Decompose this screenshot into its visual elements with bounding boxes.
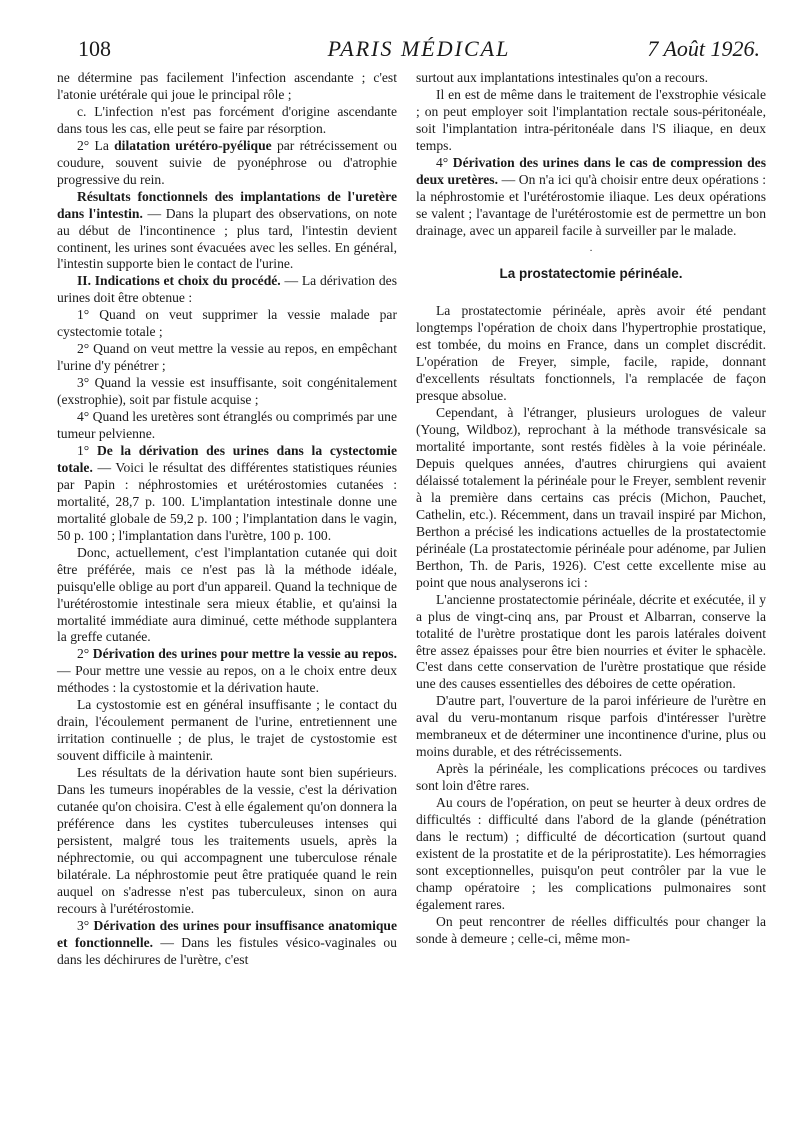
paragraph-text: — Voici le résultat des différentes statistiques réunies par Papin : néphrostomies et urétérostomies cutanées : mortalité, 28,7 p. 100. L'implantation intestinale donne une mortalité globale de 59,2 p. 100 ; l'implantation dans le vagin, 50 p. 100 ; l'implantation dans l'urètre, 100 p. 100. <box>57 459 397 543</box>
paragraph <box>57 646 397 697</box>
paragraph-text: 2° Quand on veut mettre la vessie au repos, en empêchant l'urine d'y pénétrer ; <box>57 341 397 374</box>
paragraph <box>416 303 766 405</box>
paragraph-heading: Résultats fonctionnels des implantations de l'uretère dans l'intestin. <box>57 188 397 221</box>
paragraph-text: Après la périnéale, les complications précoces ou tardives sont loin d'être rares. <box>416 761 766 794</box>
paragraph <box>416 592 766 694</box>
paragraph-text: La prostatectomie périnéale, après avoir été pendant longtemps l'opération de choix dans l'hypertrophie prostatique, est tombée, du moins en France, dans un complet discrédit. L'opération de Freyer, simple, facile, rapide, donnant d'excellents résultats fonctionnels, l'a remplacée de façon presque absolue. <box>416 303 766 404</box>
paragraph-text: ne détermine pas facilement l'infection ascendante ; c'est l'atonie urétérale qui joue le principal rôle ; <box>57 70 397 102</box>
paragraph-lead: 4° <box>436 154 453 170</box>
paragraph-heading: Dérivation des urines pour insuffisance anatomique et fonctionnelle. <box>57 917 397 950</box>
page-header <box>78 36 760 66</box>
paragraph <box>57 409 397 443</box>
paragraph-heading: Dérivation des urines pour mettre la vessie au repos. <box>92 646 397 662</box>
paragraph-text: La cystostomie est en général insuffisante ; le contact du drain, l'écoulement permanent de l'urine, entretiennent une irritation continuelle ; de plus, le trajet de cystostomie est souvent difficile à maintenir. <box>57 697 397 764</box>
paragraph-text: surtout aux implantations intestinales qu'on a recours. <box>416 70 709 85</box>
paragraph <box>57 443 397 545</box>
paragraph <box>57 545 397 647</box>
paragraph <box>416 70 766 87</box>
paragraph-text: 1° Quand on veut supprimer la vessie malade par cystectomie totale ; <box>57 307 397 340</box>
paragraph <box>416 693 766 761</box>
issue-date: 7 Août 1926. <box>647 36 760 61</box>
page-number: 108 <box>78 36 111 61</box>
right-column <box>416 70 766 948</box>
paragraph-text: Il en est de même dans le traitement de l'exstrophie vésicale ; on peut employer soit l'implantation rectale sous-péritonéale, soit l'implantation intra-péritonéale dans l'S iliaque, en deux temps. <box>416 86 766 153</box>
journal-title: PARIS MÉDICAL <box>327 36 511 61</box>
paragraph <box>416 155 766 240</box>
paragraph-heading: Dérivation des urines dans le cas de compression des deux uretères. <box>416 154 766 187</box>
paragraph-text: 4° Quand les uretères sont étranglés ou comprimés par une tumeur pelvienne. <box>57 409 397 442</box>
paragraph-text: D'autre part, l'ouverture de la paroi inférieure de l'urètre en aval du veru-montanum risque parfois d'intéresser l'urètre membraneux et de déterminer une incontinence d'urine, plus ou moins durable, et des rétrécissements. <box>416 693 766 760</box>
paragraph-heading: dilatation urétéro-pyélique <box>114 137 272 153</box>
paragraph <box>57 918 397 969</box>
paragraph <box>57 273 397 307</box>
paragraph-text: Les résultats de la dérivation haute sont bien supérieurs. Dans les tumeurs inopérables de la vessie, c'est la dérivation cutanée qu'on choisira. C'est à elle également qu'on donnera la préférence dans les cystites tuberculeuses intenses qui persistent, malgré tous les traitements usuels, après la néphrectomie, ou qui accompagnent une tuberculose rénale bilatérale. La néphrostomie peut être pratiquée quand le rein auquel on s'adresse n'est pas tuberculeux, sinon on aura recours à l'urétérostomie. <box>57 765 397 916</box>
paragraph-lead: 1° <box>77 442 97 458</box>
paragraph-text: par rétrécissement ou coudure, souvent suivie de pyonéphrose ou d'atrophie progressive du rein. <box>57 137 397 187</box>
paragraph <box>57 138 397 189</box>
paragraph <box>416 795 766 914</box>
paragraph-text: Cependant, à l'étranger, plusieurs urologues de valeur (Young, Wildboz), reprochant à la méthode transvésicale sa mortalité importante, sont restés fidèles à la voie périnéale. Depuis quelques années, d'autres chirurgiens qui avaient délaissé totalement la périnéale pour le Freyer, semblent revenir à la première dans certains cas précis (Michon, Pauchet, Cathelin, etc.). Récemment, dans un travail inspiré par Michon, Berthon a précisé les indications actuelles de la prostatectomie périnéale (La prostatectomie périnéale pour adénome, par Julien Berthon, Th. de Paris, 1926). C'est cette excellente mise au point que nous analyserons ici : <box>416 405 766 590</box>
paragraph <box>57 189 397 274</box>
section-separator: · <box>589 245 593 257</box>
paragraph-lead: 2° La <box>77 137 115 153</box>
paragraph <box>57 341 397 375</box>
paragraph <box>416 405 766 591</box>
paragraph-text: L'ancienne prostatectomie périnéale, décrite et exécutée, il y a plus de vingt-cinq ans, par Proust et Albarran, conserve la totalité de l'urètre prostatique dont les parois latérales doivent être assez épaisses pour être bien nourries et éviter le sphacèle. C'est dans cette conservation de l'urètre prostatique que réside une des causes essentielles des déboires de cette opération. <box>416 591 766 692</box>
paragraph <box>416 761 766 795</box>
paragraph-heading: De la dérivation des urines dans la cystectomie totale. <box>57 442 397 475</box>
paragraph-text: — On n'a ici qu'à choisir entre deux opérations : la néphrostomie et l'urétérostomie iliaque. Les deux opérations se valent ; l'avantage de l'urétérostomie est de permettre un bon drainage, avec un appareil facile à surveiller par le malade. <box>416 171 766 238</box>
paragraph <box>57 104 397 138</box>
paragraph <box>416 87 766 155</box>
paragraph-text: On peut rencontrer de réelles difficultés pour changer la sonde à demeure ; celle-ci, même mon- <box>416 913 766 946</box>
paragraph-text: Donc, actuellement, c'est l'implantation cutanée qui doit être préférée, mais ce n'est pas là la méthode idéale, puisqu'elle oblige au port d'un appareil. Quand la technique de l'urétérostomie intestinale sera mieux établie, et qu'ainsi la mortalité immédiate aura diminué, cette méthode supplantera la greffe cutanée. <box>57 544 397 645</box>
paragraph-text: — Dans les fistules vésico-vaginales ou dans les déchirures de l'urètre, c'est <box>57 934 397 967</box>
paragraph-text: — La dérivation des urines doit être obtenue : <box>57 273 397 306</box>
left-column <box>57 70 397 969</box>
paragraph-text: — Pour mettre une vessie au repos, on a le choix entre deux méthodes : la cystostomie et la dérivation haute. <box>57 663 397 696</box>
paragraph <box>57 697 397 765</box>
paragraph <box>57 70 397 104</box>
paragraph <box>416 914 766 948</box>
paragraph-text: Au cours de l'opération, on peut se heurter à deux ordres de difficultés : difficulté dans l'abord de la glande (pénétration dans le rectum) ; difficulté de décortication (surtout quand existent de la prostatite et de la périprostatite). Les hémorragies sont exceptionnelles, puisqu'on peut contrôler par la vue le champ opératoire ; les complications pulmonaires sont également rares. <box>416 795 766 912</box>
paragraph-text: — Dans la plupart des observations, on note au début de l'incontinence ; plus tard, l'intestin devient continent, les urines sont évacuées avec les selles. En général, l'intestin supporte bien le contact de l'urine. <box>57 205 398 272</box>
paragraph-text: c. L'infection n'est pas forcément d'origine ascendante dans tous les cas, elle peut se faire par résorption. <box>57 103 397 136</box>
paragraph-lead: 3° <box>77 917 94 933</box>
paragraph-text: 3° Quand la vessie est insuffisante, soit congénitalement (exstrophie), soit par fistule acquise ; <box>57 375 397 408</box>
paragraph <box>57 375 397 409</box>
section-title: La prostatectomie périnéale. <box>499 266 683 282</box>
paragraph <box>57 765 397 918</box>
paragraph-heading: II. Indications et choix du procédé. <box>77 273 281 289</box>
paragraph <box>57 307 397 341</box>
paragraph-lead: 2° <box>77 646 93 662</box>
